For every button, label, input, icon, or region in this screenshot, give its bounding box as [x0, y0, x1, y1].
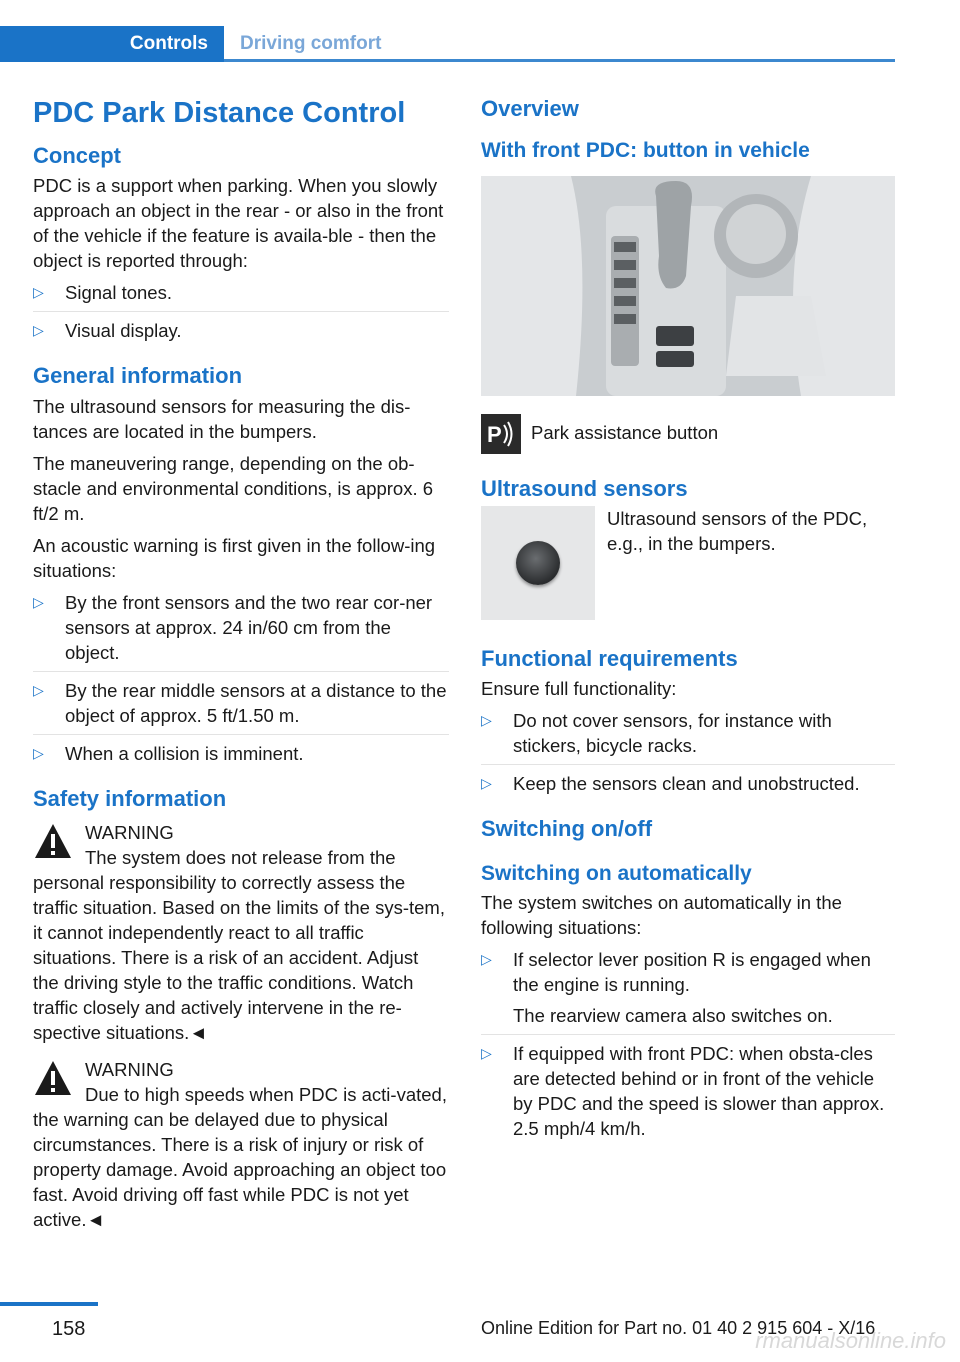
sensors-text: Ultrasound sensors of the PDC, e.g., in the bumpers. — [607, 507, 868, 554]
triangle-bullet-icon: ▷ — [33, 322, 44, 339]
center-console-photo — [481, 176, 895, 396]
edition-text: Online Edition for Part no. 01 40 2 915 604 - X/16 — [481, 1318, 876, 1338]
left-column — [33, 96, 449, 1244]
park-assist-icon — [481, 414, 521, 454]
general-list — [33, 590, 449, 772]
page-number: 158 — [52, 1318, 86, 1340]
watermark: rmanualsonline.info — [755, 1328, 946, 1353]
triangle-bullet-icon: ▷ — [33, 681, 44, 698]
list-item: ▷ When a collision is imminent. — [33, 742, 304, 764]
triangle-bullet-icon: ▷ — [481, 775, 492, 792]
triangle-bullet-icon: ▷ — [33, 593, 44, 610]
warning-label: WARNING — [85, 1058, 174, 1080]
list-item: ▷ Do not cover sensors, for instance with stickers, bicycle racks. — [481, 708, 895, 765]
safety-heading: Safety information — [33, 785, 227, 811]
func-text: Ensure full functionality: — [481, 678, 677, 700]
triangle-bullet-icon: ▷ — [33, 284, 44, 301]
sensors-heading: Ultrasound sensors — [481, 475, 688, 501]
warning-text: The system does not release from the personal responsibility to correctly assess the traffic situation. Based on the limits of the sys-tem, it cannot independently react to all traffic situations. There is a risk of an accident. Adjust the driving style to the traffic conditions. Watch traffic closely and actively intervene in the re-spective situations.◄ — [33, 846, 445, 1043]
tab-driving-comfort[interactable]: Driving comfort — [240, 33, 382, 54]
switch-heading: Switching on/off — [481, 816, 653, 842]
park-button-label: Park assistance button — [531, 421, 719, 443]
sensor-image — [481, 506, 595, 620]
general-text-1: The ultrasound sensors for measuring the dis-tances are located in the bumpers. — [33, 395, 411, 442]
general-heading: General information — [33, 363, 243, 389]
general-text-2: The maneuvering range, depending on the ob-stacle and environmental conditions, is approx. 6 ft/2 m. — [33, 452, 434, 524]
concept-heading: Concept — [33, 142, 121, 168]
auto-list — [481, 947, 895, 1147]
footer-rule — [0, 1302, 98, 1306]
page-title: PDC Park Distance Control — [33, 97, 406, 129]
right-column — [481, 96, 895, 1153]
sensor-row — [481, 506, 895, 620]
svg-text:P: P — [487, 421, 502, 447]
warning-triangle-icon — [33, 1059, 73, 1097]
triangle-bullet-icon: ▷ — [481, 1044, 492, 1061]
list-item: ▷ Keep the sensors clean and unobstructed. — [481, 773, 860, 795]
list-item: ▷ If selector lever position R is engaged when the engine is running. The rearview camera also switches on. — [481, 947, 895, 1035]
triangle-bullet-icon: ▷ — [481, 950, 492, 967]
header-tabs — [0, 26, 895, 62]
warning-text: Due to high speeds when PDC is acti-vated, the warning can be delayed due to physical circumstances. There is a risk of injury or risk of property damage. Avoid approaching an object too fast. Avoid driving off fast while PDC is not yet active.◄ — [33, 1083, 447, 1230]
park-button-row — [481, 414, 895, 454]
overview-heading: Overview — [481, 96, 579, 121]
list-item: ▷ By the front sensors and the two rear cor-ner sensors at approx. 24 in/60 cm from the object. — [33, 590, 449, 672]
general-text-3: An acoustic warning is first given in the follow-ing situations: — [33, 534, 436, 581]
list-item: ▷ Signal tones. — [33, 280, 449, 312]
triangle-bullet-icon: ▷ — [33, 744, 44, 761]
concept-text: PDC is a support when parking. When you slowly approach an object in the rear - or also in the front of the vehicle if the feature is availa-ble - then the object is reported through: — [33, 175, 444, 272]
warning-triangle-icon — [33, 822, 73, 860]
front-pdc-heading: With front PDC: button in vehicle — [481, 139, 810, 163]
triangle-bullet-icon: ▷ — [481, 712, 492, 729]
tab-controls[interactable]: Controls — [0, 26, 224, 62]
sensor-icon — [516, 541, 560, 585]
list-item: ▷ If equipped with front PDC: when obsta-cles are detected behind or in front of the vehicle by PDC and the speed is slower than approx. 2.5 mph/4 km/h. — [481, 1042, 885, 1139]
auto-heading: Switching on automatically — [481, 861, 752, 885]
list-item: ▷ By the rear middle sensors at a distance to the object of approx. 5 ft/1.50 m. — [33, 678, 449, 735]
auto-text: The system switches on automatically in the following situations: — [481, 891, 842, 938]
list-item: ▷ Visual display. — [33, 320, 182, 342]
warning-block-2 — [33, 1057, 449, 1232]
header-rule — [224, 59, 895, 62]
warning-label: WARNING — [85, 821, 174, 843]
func-list — [481, 708, 895, 802]
func-heading: Functional requirements — [481, 645, 738, 671]
console-illustration — [481, 176, 895, 396]
concept-list — [33, 280, 449, 349]
warning-block-1 — [33, 820, 449, 1045]
